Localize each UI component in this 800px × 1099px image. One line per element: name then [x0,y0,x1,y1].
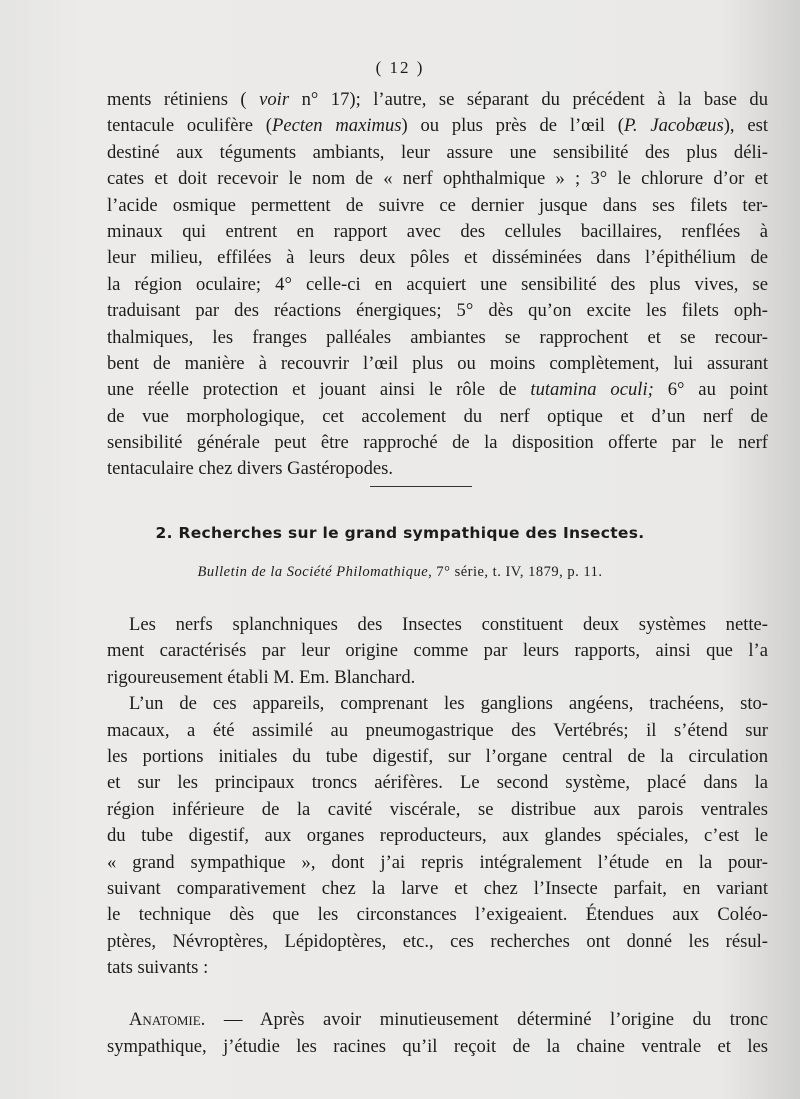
text-run: de vue morphologique, cet accolement du nerf optique et d’un nerf de [107,405,768,427]
section-divider [370,486,472,487]
text-line [107,612,768,638]
text-line [107,1034,768,1060]
text-run: leur milieu, effilées à leurs deux pôles et disséminées dans l’épithélium de [107,247,768,269]
text-run: ptères, Névroptères, Lépidoptères, etc., ces recherches ont donné les résul- [107,930,768,952]
text-run: destiné aux téguments ambiants, leur assure une sensibilité des plus déli- [107,141,768,163]
text-run: tentaculaire chez divers Gastéropodes. [107,458,394,480]
text-run: ment caractérisés par leur origine comme par leurs rapports, ainsi que l’a [107,640,768,662]
page-number: ( 12 ) [375,58,425,77]
text-line [107,456,768,482]
text-line [107,245,768,271]
text-run: thalmiques, les franges palléales ambiantes se rapprochent et se recour- [107,326,768,348]
citation-journal: Bulletin de la Société Philomathique [197,564,429,580]
text-line [107,718,768,744]
text-run: le technique dès que les circonstances l’exigeaient. Étendues aux Coléo- [107,904,768,926]
italic-text: P. Jacobæus [623,115,724,137]
text-run: traduisant par des réactions énergiques; 5° dès qu’on excite les filets oph- [107,300,768,322]
text-run: et sur les principaux troncs aérifères. Le second système, placé dans la [107,772,768,794]
text-line [107,219,768,245]
text-line [107,691,768,717]
text-line [107,797,768,823]
text-line [107,298,768,324]
text-run: macaux, a été assimilé au pneumogastrique des Vertébrés; il s’étend sur [107,719,768,741]
citation-details: , 7° série, t. IV, 1879, p. 11. [428,564,603,580]
text-run: L’un de ces appareils, comprenant les ganglions angéens, trachéens, sto- [129,693,768,715]
text-run: rigoureusement établi M. Em. Blanchard. [107,666,416,688]
text-run: sensibilité générale peut être rapproché de la disposition offerte par le nerf [107,432,768,454]
text-run: une réelle protection et jouant ainsi le rôle de [107,379,531,401]
text-line [107,850,768,876]
text-run: Les nerfs splanchniques des Insectes constituent deux systèmes nette- [129,614,768,635]
text-line [107,744,768,770]
text-line [107,665,768,691]
text-run: suivant comparativement chez la larve et chez l’Insecte parfait, en variant [107,877,768,899]
text-line [107,929,768,955]
text-run: bent de manière à recouvrir l’œil plus ou moins complètement, lui assurant [107,352,768,374]
text-run: les portions initiales du tube digestif, sur l’organe central de la circulation [107,745,768,767]
text-run: Anatomie. [129,1009,206,1031]
text-line [107,404,768,430]
text-run: tats suivants : [107,957,209,979]
text-line [107,955,768,981]
text-run: cates et doit recevoir le nom de « nerf ophthalmique » ; 3° le chlorure d’or et [107,168,768,190]
text-run: 6° au point [653,379,768,401]
text-line [107,377,768,403]
text-line [107,823,768,849]
text-line [107,272,768,298]
text-line [107,902,768,928]
italic-text: voir [259,89,290,110]
paragraph-continued [107,87,768,483]
section-heading: 2. Recherches sur le grand sympathique des Insectes. [155,524,645,542]
text-line [107,166,768,192]
text-run: sympathique, j’étudie les racines qu’il reçoit de la chaine ventrale et les [107,1035,768,1057]
italic-text: tutamina oculi; [530,379,654,401]
text-run: ments rétiniens ( [107,89,260,110]
text-line [107,1007,768,1033]
text-line [107,351,768,377]
text-line [107,87,768,113]
section-body [107,612,768,1060]
text-run: région inférieure de la cavité viscérale, se distribue aux parois ventrales [107,798,768,820]
text-run: « grand sympathique », dont j’ai repris intégralement l’étude en la pour- [107,851,768,873]
text-line [107,770,768,796]
text-line [107,638,768,664]
text-run: ) ou plus près de l’œil ( [401,115,624,137]
text-line [107,140,768,166]
text-run: tentacule oculifère ( [107,115,272,137]
text-run: — Après avoir minutieusement déterminé l’origine du tronc [205,1009,768,1031]
text-line [107,325,768,351]
section-citation [0,564,800,581]
text-run: ), est [723,115,768,137]
text-line [107,430,768,456]
text-run: la région oculaire; 4° celle-ci en acquiert une sensibilité des plus vives, se [107,273,768,295]
text-line [107,113,768,139]
text-line [107,193,768,219]
italic-text: Pecten maximus [271,115,402,137]
text-run: n° 17); l’autre, se séparant du précédent à la base du [289,89,768,110]
text-run: du tube digestif, aux organes reproducteurs, aux glandes spéciales, c’est le [107,825,768,847]
text-run: l’acide osmique permettent de suivre ce dernier jusque dans ses filets ter- [107,194,768,216]
text-line [107,876,768,902]
text-run: minaux qui entrent en rapport avec des cellules bacillaires, renflées à [107,220,768,242]
